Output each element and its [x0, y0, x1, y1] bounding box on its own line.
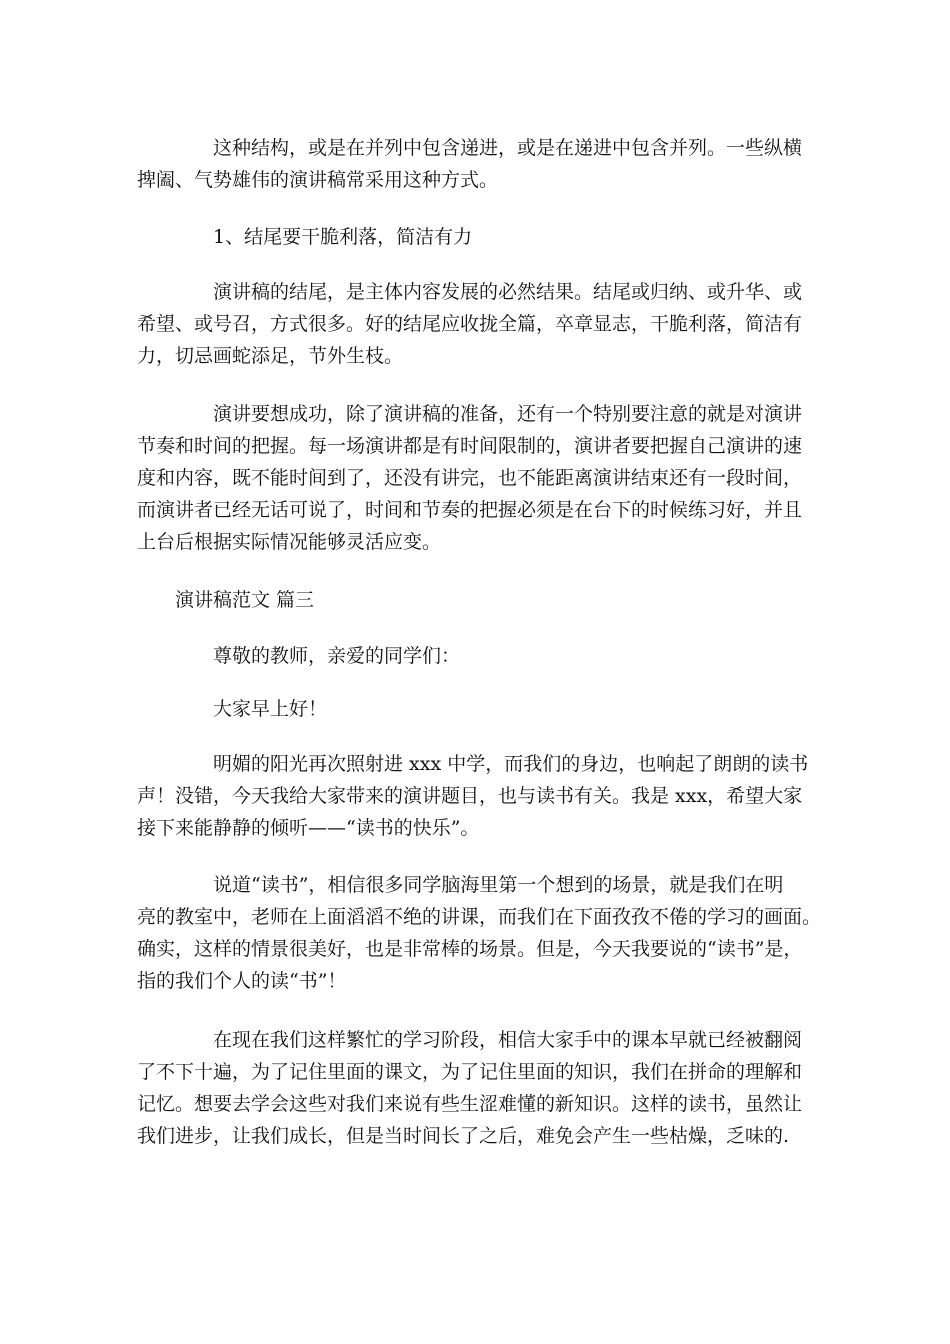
subheading-ending — [137, 221, 820, 253]
text-line: 演讲要想成功，除了演讲稿的准备，还有一个特别要注意的就是对演讲 — [213, 403, 803, 425]
paragraph-study-stage — [137, 1024, 820, 1152]
paragraph-reading-scene — [137, 869, 820, 997]
text-line: 力，切忌画蛇添足，节外生枝。 — [137, 345, 404, 367]
greeting — [137, 693, 820, 725]
text-line: 这种结构，或是在并列中包含递进，或是在递进中包含并列。一些纵横 — [213, 137, 803, 159]
paragraph-rhythm — [137, 398, 820, 558]
text-line: 1、结尾要干脆利落，简洁有力 — [213, 226, 473, 248]
text-line: 希望、或号召，方式很多。好的结尾应收拢全篇，卒章显志，干脆利落，简洁有 — [137, 313, 803, 335]
text-line: 演讲稿范文 篇三 — [175, 589, 315, 611]
text-line: 亮的教室中，老师在上面滔滔不绝的讲课，而我们在下面孜孜不倦的学习的画面。 — [137, 906, 822, 928]
paragraph-intro — [137, 748, 820, 844]
text-line: 接下来能静静的倾听——“读书的快乐”。 — [137, 817, 480, 839]
text-line: 指的我们个人的读“书”！ — [137, 970, 347, 992]
text-line: 确实，这样的情景很美好，也是非常棒的场景。但是，今天我要说的“读书”是， — [137, 938, 803, 960]
text-line: 而演讲者已经无话可说了，时间和节奏的把握必须是在台下的时候练习好，并且 — [137, 499, 803, 521]
text-line: 上台后根据实际情况能够灵活应变。 — [137, 531, 442, 553]
text-line: 大家早上好！ — [213, 698, 328, 720]
text-line: 我们进步，让我们成长，但是当时间长了之后，难免会产生一些枯燥，乏味的. — [137, 1125, 790, 1147]
text-line: 了不下十遍，为了记住里面的课文，为了记住里面的知识，我们在拼命的理解和 — [137, 1061, 803, 1083]
section-heading — [137, 584, 820, 616]
text-line: 节奏和时间的把握。每一场演讲都是有时间限制的，演讲者要把握自己演讲的速 — [137, 435, 803, 457]
paragraph-ending — [137, 276, 820, 372]
text-line: 在现在我们这样繁忙的学习阶段，相信大家手中的课本早就已经被翻阅 — [213, 1029, 803, 1051]
salutation — [137, 640, 820, 672]
text-line: 说道“读书”，相信很多同学脑海里第一个想到的场景，就是我们在明 — [213, 874, 784, 896]
text-line: 声！没错，今天我给大家带来的演讲题目，也与读书有关。我是 xxx，希望大家 — [137, 785, 803, 807]
text-line: 尊敬的教师，亲爱的同学们： — [213, 645, 461, 667]
paragraph-structure — [137, 132, 820, 196]
text-line: 捭阖、气势雄伟的演讲稿常采用这种方式。 — [137, 169, 499, 191]
text-line: 明媚的阳光再次照射进 xxx 中学，而我们的身边，也响起了朗朗的读书 — [213, 753, 809, 775]
text-line: 演讲稿的结尾，是主体内容发展的必然结果。结尾或归纳、或升华、或 — [213, 281, 803, 303]
text-line: 度和内容，既不能时间到了，还没有讲完，也不能距离演讲结束还有一段时间， — [137, 467, 803, 489]
text-line: 记忆。想要去学会这些对我们来说有些生涩难懂的新知识。这样的读书，虽然让 — [137, 1093, 803, 1115]
